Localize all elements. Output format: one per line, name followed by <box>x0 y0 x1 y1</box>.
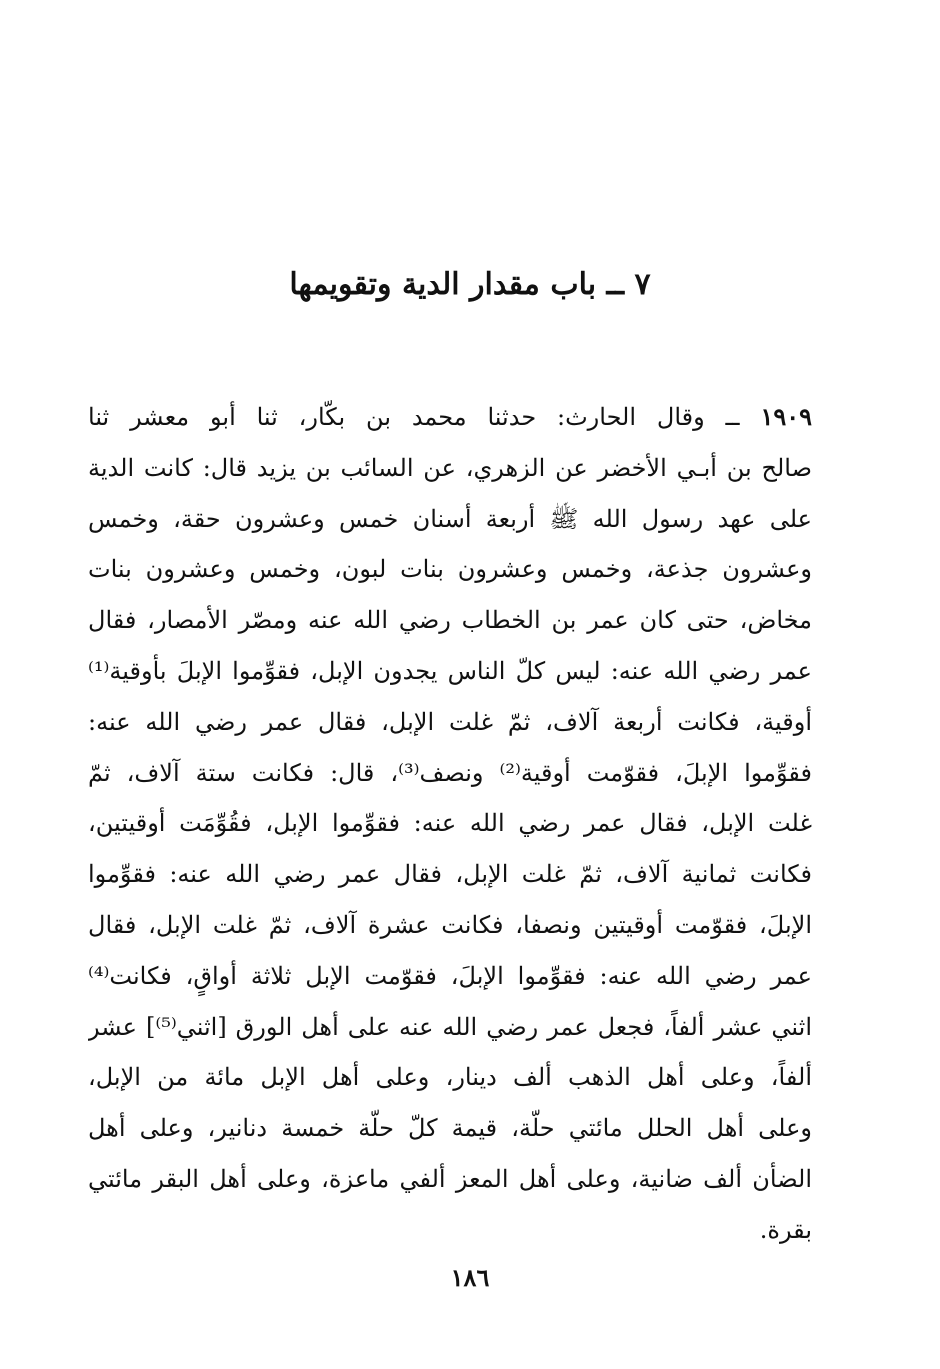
hadith-text <box>88 392 812 1256</box>
hadith-line: الضأن ألف ضانية، وعلى أهل المعز ألفي ماعزة، وعلى أهل البقر مائتي <box>88 1164 812 1193</box>
page-number: ١٨٦ <box>450 1263 490 1292</box>
hadith-line: فكانت ثمانية آلاف، ثمّ غلت الإبل، فقال عمر رضي الله عنه: فقوِّموا <box>88 860 812 889</box>
hadith-number: ١٩٠٩ <box>760 402 812 431</box>
hadith-line <box>88 392 812 443</box>
hadith-line-text: ــ وقال الحارث: حدثنا محمد بن بكّار، ثنا أبو معشر ثنا <box>88 403 740 431</box>
hadith-line: الإبلَ، فقوّمت أوقيتين ونصفا، فكانت عشرة آلاف، ثمّ غلت الإبل، فقال <box>88 910 812 939</box>
hadith-line: وعلى أهل الحلل مائتي حلّة، قيمة كلّ حلّة خمسة دنانير، وعلى أهل <box>88 1114 812 1143</box>
chapter-title: ٧ ــ باب مقدار الدية وتقويمها <box>289 267 651 302</box>
hadith-line: عمر رضي الله عنه: ليس كلّ الناس يجدون الإبل، فقوِّموا الإبلَ بأوقية⁽¹⁾ <box>88 656 812 685</box>
hadith-line: فقوِّموا الإبلَ، فقوّمت أوقية⁽²⁾ ونصف⁽³⁾، قال: فكانت ستة آلاف، ثمّ <box>88 758 812 787</box>
hadith-line: بقرة. <box>759 1215 812 1244</box>
hadith-line: اثني عشر ألفاً، فجعل عمر رضي الله عنه على أهل الورق [اثني⁽⁵⁾] عشر <box>88 1012 812 1041</box>
hadith-line: على عهد رسول الله ﷺ أربعة أسنان خمس وعشرون حقة، وخمس <box>88 504 812 533</box>
hadith-line: وعشرون جذعة، وخمس وعشرون بنات لبون، وخمس وعشرون بنات <box>88 555 812 584</box>
hadith-line: ألفاً، وعلى أهل الذهب ألف دينار، وعلى أهل الإبل مائة من الإبل، <box>88 1063 812 1092</box>
hadith-line: أوقية، فكانت أربعة آلاف، ثمّ غلت الإبل، فقال عمر رضي الله عنه: <box>88 707 812 736</box>
hadith-line: غلت الإبل، فقال عمر رضي الله عنه: فقوِّموا الإبل، فقُوِّمَت أوقيتين، <box>88 809 812 838</box>
hadith-line: مخاض، حتى كان عمر بن الخطاب رضي الله عنه ومصّر الأمصار، فقال <box>88 606 812 635</box>
hadith-line: صالح بن أبـي الأخضر عن الزهري، عن السائب بن يزيد قال: كانت الدية <box>88 453 812 482</box>
hadith-line: عمر رضي الله عنه: فقوِّموا الإبلَ، فقوّمت الإبل ثلاثة أواقٍ، فكانت⁽⁴⁾ <box>88 961 812 990</box>
